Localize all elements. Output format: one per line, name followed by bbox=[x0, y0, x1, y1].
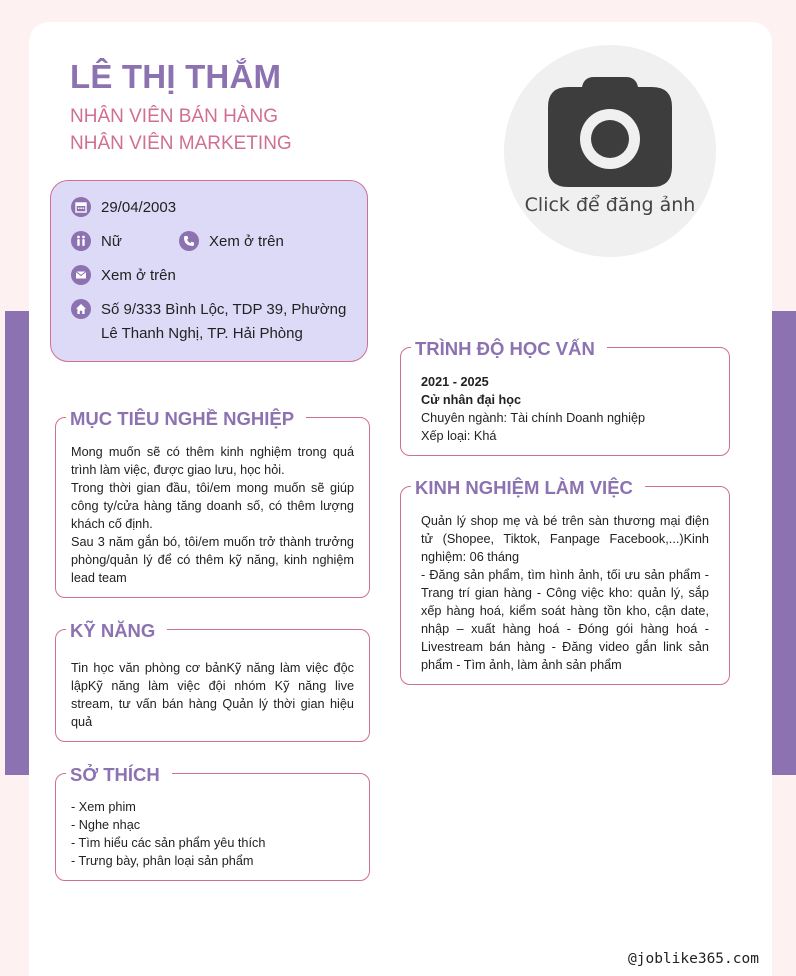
address-line-2: Lê Thanh Nghị, TP. Hải Phòng bbox=[101, 325, 303, 342]
birthday-value: 29/04/2003 bbox=[101, 199, 177, 216]
watermark: @joblike365.com bbox=[628, 951, 759, 967]
gender-icon bbox=[71, 231, 91, 251]
photo-upload-label: Click để đăng ảnh bbox=[524, 194, 696, 216]
hobby-item: - Trưng bày, phân loại sản phẩm bbox=[71, 854, 254, 868]
hobbies-title: SỞ THÍCH bbox=[66, 764, 172, 786]
experience-body bbox=[421, 512, 709, 674]
objective-paragraph: Mong muốn sẽ có thêm kinh nghiệm trong quá trình làm việc, được giao lưu, học hỏi. bbox=[71, 445, 354, 477]
mail-icon bbox=[71, 265, 91, 285]
experience-title: KINH NGHIỆM LÀM VIỆC bbox=[411, 477, 645, 499]
experience-paragraph: Quản lý shop mẹ và bé trên sàn thương mại điện tử (Shopee, Tiktok, Fanpage Facebook,...)Kinh nghiệm: 06 tháng bbox=[421, 514, 709, 564]
education-rank: Xếp loại: Khá bbox=[421, 429, 497, 443]
education-body bbox=[421, 373, 711, 445]
gender-value: Nữ bbox=[101, 233, 122, 250]
skills-title: KỸ NĂNG bbox=[66, 620, 167, 642]
email-value: Xem ở trên bbox=[101, 267, 176, 284]
hobby-item: - Tìm hiểu các sản phẩm yêu thích bbox=[71, 836, 266, 850]
hobby-item: - Nghe nhạc bbox=[71, 818, 141, 832]
skills-body: Tin học văn phòng cơ bảnKỹ năng làm việc độc lậpKỹ năng làm việc đội nhóm Kỹ năng live stream, tư vấn bán hàng Quản lý thời gian hiệu quả bbox=[71, 661, 354, 729]
right-decor-band bbox=[772, 311, 796, 775]
camera-icon bbox=[546, 75, 674, 187]
left-decor-band bbox=[5, 311, 30, 775]
candidate-name: LÊ THỊ THẮM bbox=[70, 58, 282, 95]
address-line-1: Số 9/333 Bình Lộc, TDP 39, Phường bbox=[101, 301, 347, 318]
objective-paragraph: Trong thời gian đầu, tôi/em mong muốn sẽ giúp công ty/cửa hàng tăng doanh số, có thêm lượng khách cố định. bbox=[71, 481, 354, 531]
education-degree: Cử nhân đại học bbox=[421, 393, 522, 407]
objective-paragraph: Sau 3 năm gắn bó, tôi/em muốn trở thành trưởng phòng/quản lý để có thêm kỹ năng, kinh nghiệm lead team bbox=[71, 535, 354, 585]
experience-paragraph: - Đăng sản phẩm, tìm hình ảnh, tối ưu sản phẩm - Trang trí gian hàng - Công việc kho: quản lý, sắp xếp hàng hoá, kiểm soát hàng tồn kho, cận date, nhập – xuất hàng hoá - Đóng gói hàng hoá - Livestream bán hàng - Đăng video gắn link sản phẩm - Tìm ảnh, làm ảnh sản phẩm bbox=[421, 568, 709, 672]
photo-upload-button[interactable] bbox=[504, 45, 716, 257]
education-title: TRÌNH ĐỘ HỌC VẤN bbox=[411, 338, 607, 360]
role-title-2: NHÂN VIÊN MARKETING bbox=[70, 133, 292, 154]
home-icon bbox=[71, 299, 91, 319]
education-years: 2021 - 2025 bbox=[421, 375, 489, 389]
phone-value: Xem ở trên bbox=[209, 233, 284, 250]
objective-body bbox=[71, 443, 354, 587]
phone-icon bbox=[179, 231, 199, 251]
role-title-1: NHÂN VIÊN BÁN HÀNG bbox=[70, 106, 278, 127]
calendar-icon bbox=[71, 197, 91, 217]
hobby-item: - Xem phim bbox=[71, 800, 136, 814]
education-major: Chuyên ngành: Tài chính Doanh nghiệp bbox=[421, 411, 646, 425]
objective-title: MỤC TIÊU NGHỀ NGHIỆP bbox=[66, 408, 306, 430]
hobbies-body bbox=[71, 798, 354, 870]
